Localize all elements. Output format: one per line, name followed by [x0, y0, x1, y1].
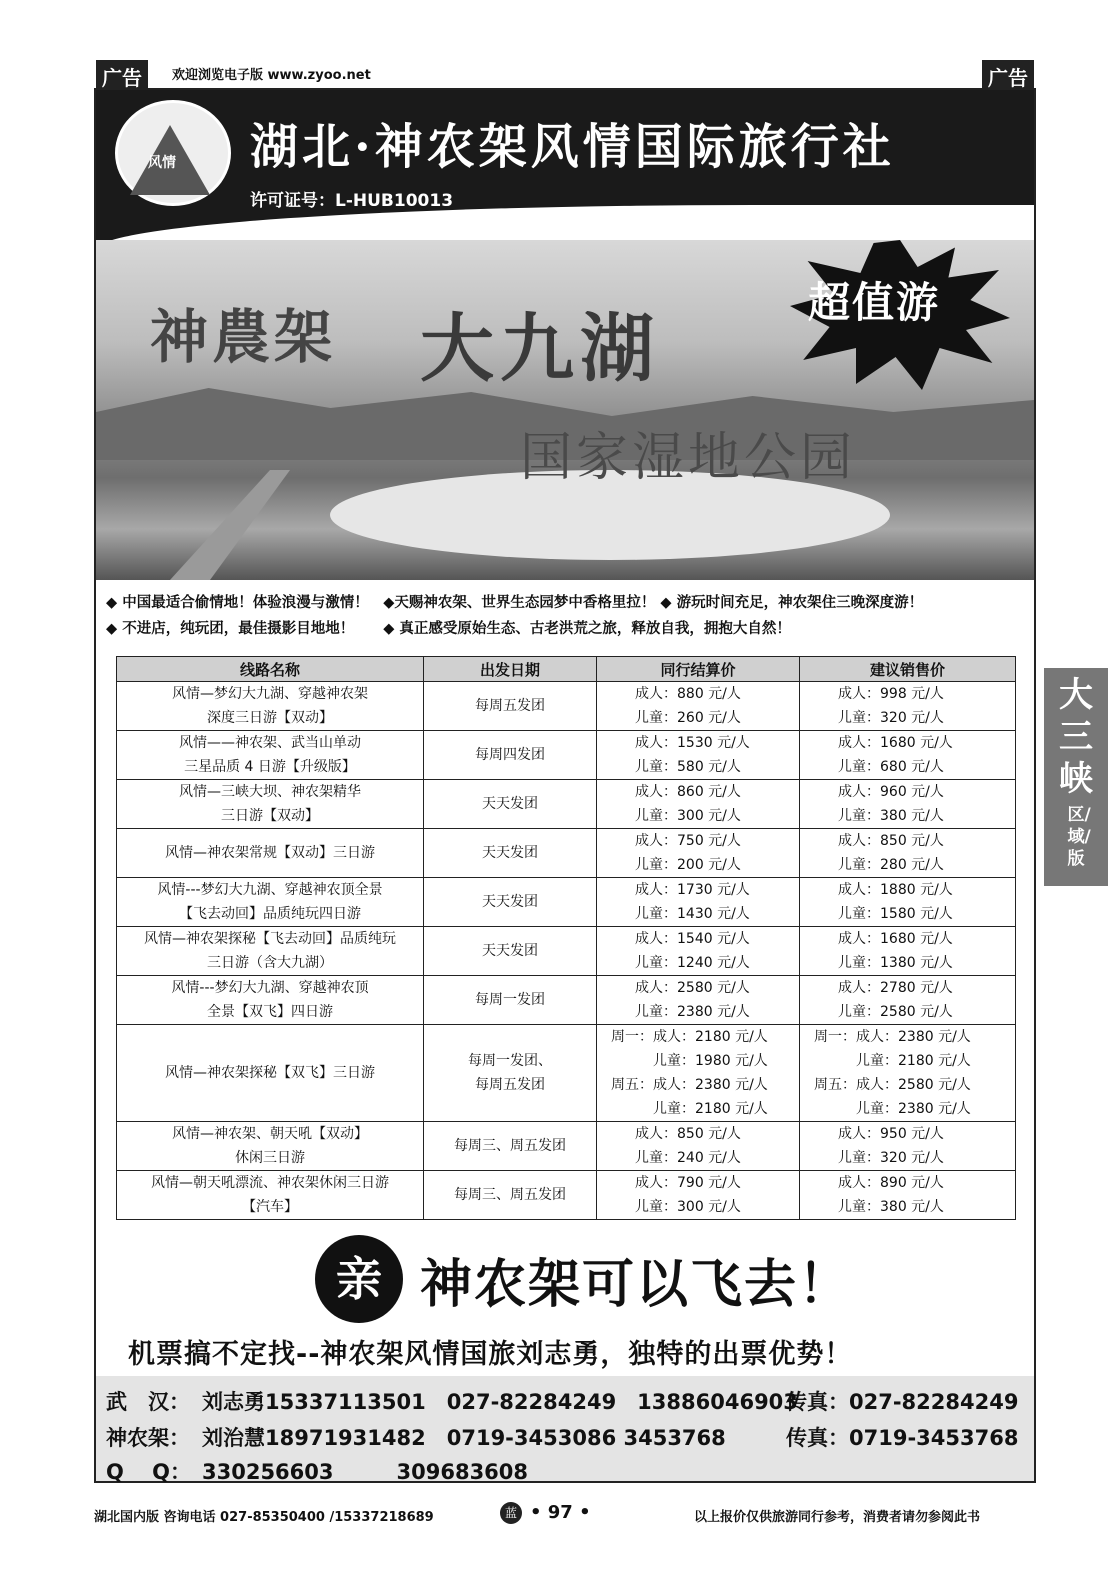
- table-row: [117, 780, 1016, 829]
- departure-date: 天天发团: [424, 780, 597, 829]
- bullet-line: ◆ 不进店，纯玩团，最佳摄影目地地！ ◆ 真正感受原始生态、古老洪荒之旅，释放自我，拥抱大自然！: [106, 621, 791, 637]
- departure-date: 每周四发团: [424, 731, 597, 780]
- route-name: 风情—神农架、朝天吼【双动】 休闲三日游: [117, 1122, 424, 1171]
- region-side-tab: [1044, 668, 1108, 886]
- bullet-line: ◆ 中国最适合偷情地！体验浪漫与激情！ ◆天赐神农架、世界生态园梦中香格里拉！ ◆ 游玩时间充足，神农架住三晚深度游！: [106, 595, 924, 611]
- table-row: [117, 878, 1016, 927]
- net-price: 成人：750 元/人 儿童：200 元/人: [597, 829, 800, 878]
- route-name: 风情—三峡大坝、神农架精华 三日游【双动】: [117, 780, 424, 829]
- retail-price: 成人：850 元/人 儿童：280 元/人: [800, 829, 1016, 878]
- side-tab-sub: 区/域/版: [1067, 805, 1091, 869]
- agency-name: 湖北·神农架风情国际旅行社: [250, 119, 895, 175]
- qq-numbers: 330256603 309683608: [202, 1460, 529, 1484]
- banner-title-shennongjia: 神農架: [150, 303, 337, 371]
- net-price: 成人：2580 元/人 儿童：2380 元/人: [597, 976, 800, 1025]
- table-row: [117, 976, 1016, 1025]
- shennongjia-fax: 传真：0719-3453768: [786, 1426, 1019, 1450]
- departure-date: 天天发团: [424, 829, 597, 878]
- departure-date: 天天发团: [424, 927, 597, 976]
- promo-icon: 亲: [315, 1235, 403, 1323]
- wuhan-label: 武 汉：: [106, 1390, 190, 1414]
- net-price: 成人：1730 元/人 儿童：1430 元/人: [597, 878, 800, 927]
- route-name: 风情—朝天吼漂流、神农架休闲三日游 【汽车】: [117, 1171, 424, 1220]
- departure-date: 每周一发团: [424, 976, 597, 1025]
- ad-tag-right: 广告: [982, 60, 1034, 93]
- retail-price: 成人：998 元/人 儿童：320 元/人: [800, 682, 1016, 731]
- logo-text: 风情: [148, 155, 176, 171]
- route-name: 风情—神农架探秘【飞去动回】品质纯玩 三日游（含大九湖）: [117, 927, 424, 976]
- departure-date: 每周五发团: [424, 682, 597, 731]
- net-price: 周一：成人：2180 元/人 儿童：1980 元/人 周五：成人：2380 元/人 儿童：2180 元/人: [597, 1025, 800, 1122]
- table-row: [117, 682, 1016, 731]
- retail-price: 成人：1680 元/人 儿童：680 元/人: [800, 731, 1016, 780]
- col-date: 出发日期: [424, 657, 597, 682]
- page-number: • 97 •: [530, 1502, 591, 1523]
- net-price: 成人：860 元/人 儿童：300 元/人: [597, 780, 800, 829]
- route-name: 风情——神农架、武当山单动 三星品质 4 日游【升级版】: [117, 731, 424, 780]
- banner-title-dajiuhu: 大九湖: [420, 306, 660, 392]
- col-retail-price: 建议销售价: [800, 657, 1016, 682]
- col-route: 线路名称: [117, 657, 424, 682]
- wuhan-contact: 刘志勇15337113501 027-82284249 13886046903: [202, 1390, 798, 1414]
- banner-subtitle: 国家湿地公园: [520, 428, 857, 488]
- departure-date: 每周一发团、 每周五发团: [424, 1025, 597, 1122]
- wuhan-fax: 传真：027-82284249: [786, 1390, 1019, 1414]
- retail-price: 成人：950 元/人 儿童：320 元/人: [800, 1122, 1016, 1171]
- retail-price: 成人：1880 元/人 儿童：1580 元/人: [800, 878, 1016, 927]
- contact-box: [96, 1376, 1034, 1484]
- departure-date: 每周三、周五发团: [424, 1122, 597, 1171]
- shennongjia-contact: 刘治慧18971931482 0719-3453086 3453768: [202, 1426, 726, 1450]
- net-price: 成人：850 元/人 儿童：240 元/人: [597, 1122, 800, 1171]
- retail-price: 成人：2780 元/人 儿童：2580 元/人: [800, 976, 1016, 1025]
- table-row: [117, 1025, 1016, 1122]
- qq-label: Q Q：: [106, 1460, 192, 1484]
- side-tab-title: 大三峡: [1059, 675, 1093, 799]
- route-name: 风情—神农架探秘【双飞】三日游: [117, 1025, 424, 1122]
- table-row: [117, 927, 1016, 976]
- ticket-slogan: 机票搞不定找--神农架风情国旅刘志勇，独特的出票优势！: [128, 1339, 853, 1370]
- feature-bullets: [106, 590, 923, 642]
- shennongjia-label: 神农架：: [106, 1426, 190, 1450]
- net-price: 成人：1540 元/人 儿童：1240 元/人: [597, 927, 800, 976]
- retail-price: 周一：成人：2380 元/人 儿童：2180 元/人 周五：成人：2580 元/人 儿童：2380 元/人: [800, 1025, 1016, 1122]
- retail-price: 成人：960 元/人 儿童：380 元/人: [800, 780, 1016, 829]
- net-price: 成人：1530 元/人 儿童：580 元/人: [597, 731, 800, 780]
- net-price: 成人：880 元/人 儿童：260 元/人: [597, 682, 800, 731]
- departure-date: 每周三、周五发团: [424, 1171, 597, 1220]
- table-row: [117, 731, 1016, 780]
- welcome-text: 欢迎浏览电子版 www.zyoo.net: [172, 68, 371, 83]
- table-row: [117, 1122, 1016, 1171]
- table-row: [117, 1171, 1016, 1220]
- col-net-price: 同行结算价: [597, 657, 800, 682]
- retail-price: 成人：1680 元/人 儿童：1380 元/人: [800, 927, 1016, 976]
- route-name: 风情—梦幻大九湖、穿越神农架 深度三日游【双动】: [117, 682, 424, 731]
- route-price-table: [116, 656, 1016, 1220]
- promo-title: 神农架可以飞去！: [420, 1254, 853, 1315]
- departure-date: 天天发团: [424, 878, 597, 927]
- badge-text: 超值游: [808, 278, 941, 327]
- ad-tag-left: 广告: [96, 60, 148, 93]
- route-name: 风情—神农架常规【双动】三日游: [117, 829, 424, 878]
- license-number: 许可证号：L-HUB10013: [250, 191, 454, 211]
- footer-left: 湖北国内版 咨询电话 027-85350400 /15337218689: [94, 1510, 434, 1525]
- retail-price: 成人：890 元/人 儿童：380 元/人: [800, 1171, 1016, 1220]
- route-name: 风情---梦幻大九湖、穿越神农顶 全景【双飞】四日游: [117, 976, 424, 1025]
- footer-right: 以上报价仅供旅游同行参考，消费者请勿参阅此书: [694, 1510, 981, 1525]
- page-icon: 蓝: [500, 1502, 522, 1524]
- net-price: 成人：790 元/人 儿童：300 元/人: [597, 1171, 800, 1220]
- table-row: [117, 829, 1016, 878]
- route-name: 风情---梦幻大九湖、穿越神农顶全景 【飞去动回】品质纯玩四日游: [117, 878, 424, 927]
